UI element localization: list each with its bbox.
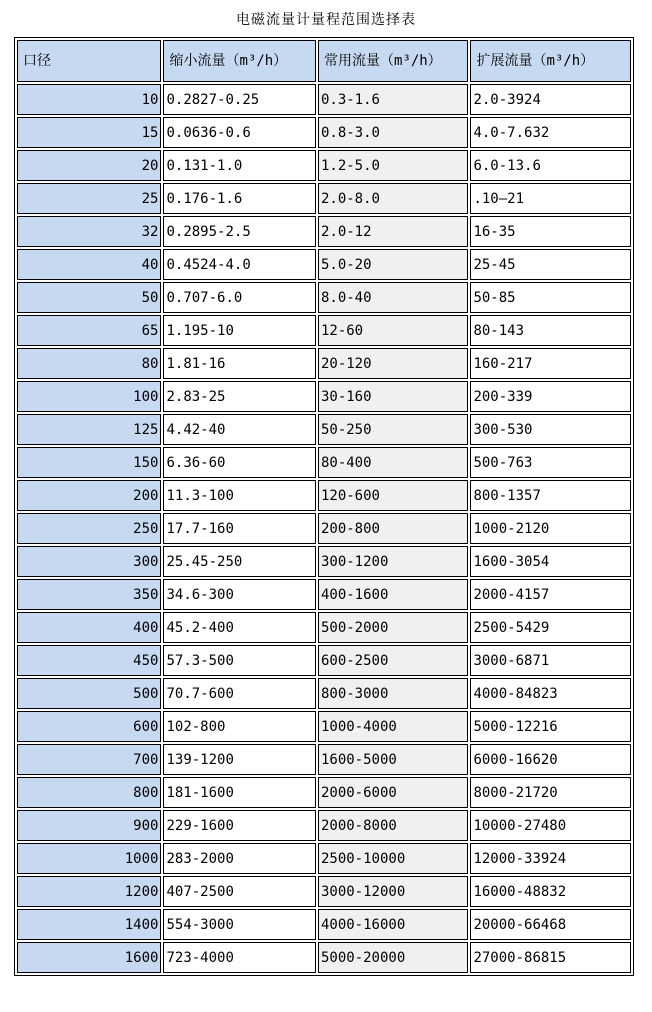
cell-extended-flow: 50-85 [470, 282, 631, 313]
cell-reduced-flow: 0.0636-0.6 [163, 117, 316, 148]
cell-extended-flow: 12000-33924 [470, 843, 631, 874]
cell-diameter: 25 [17, 183, 161, 214]
cell-common-flow: 80-400 [318, 447, 468, 478]
table-row [17, 678, 631, 709]
cell-reduced-flow: 723-4000 [163, 942, 316, 973]
cell-reduced-flow: 229-1600 [163, 810, 316, 841]
table-row [17, 546, 631, 577]
column-header-extended-flow: 扩展流量（m³/h） [470, 40, 631, 82]
cell-reduced-flow: 11.3-100 [163, 480, 316, 511]
cell-extended-flow: .10—21 [470, 183, 631, 214]
cell-common-flow: 2000-8000 [318, 810, 468, 841]
cell-extended-flow: 200-339 [470, 381, 631, 412]
cell-extended-flow: 8000-21720 [470, 777, 631, 808]
cell-reduced-flow: 0.176-1.6 [163, 183, 316, 214]
cell-common-flow: 3000-12000 [318, 876, 468, 907]
table-row [17, 216, 631, 247]
cell-common-flow: 120-600 [318, 480, 468, 511]
table-row [17, 84, 631, 115]
cell-common-flow: 0.3-1.6 [318, 84, 468, 115]
table-row [17, 480, 631, 511]
cell-diameter: 200 [17, 480, 161, 511]
cell-common-flow: 2.0-8.0 [318, 183, 468, 214]
table-row [17, 348, 631, 379]
cell-reduced-flow: 57.3-500 [163, 645, 316, 676]
table-row [17, 150, 631, 181]
cell-diameter: 1600 [17, 942, 161, 973]
cell-diameter: 500 [17, 678, 161, 709]
cell-extended-flow: 300-530 [470, 414, 631, 445]
cell-common-flow: 0.8-3.0 [318, 117, 468, 148]
cell-reduced-flow: 45.2-400 [163, 612, 316, 643]
table-row [17, 612, 631, 643]
table-row [17, 117, 631, 148]
cell-diameter: 300 [17, 546, 161, 577]
table-header-row [17, 40, 631, 82]
cell-reduced-flow: 25.45-250 [163, 546, 316, 577]
cell-extended-flow: 1600-3054 [470, 546, 631, 577]
cell-extended-flow: 25-45 [470, 249, 631, 280]
table-row [17, 942, 631, 973]
cell-reduced-flow: 0.2827-0.25 [163, 84, 316, 115]
cell-diameter: 1400 [17, 909, 161, 940]
cell-reduced-flow: 407-2500 [163, 876, 316, 907]
table-row [17, 447, 631, 478]
cell-reduced-flow: 0.4524-4.0 [163, 249, 316, 280]
cell-common-flow: 500-2000 [318, 612, 468, 643]
cell-common-flow: 200-800 [318, 513, 468, 544]
cell-common-flow: 8.0-40 [318, 282, 468, 313]
table-row [17, 744, 631, 775]
cell-diameter: 65 [17, 315, 161, 346]
cell-reduced-flow: 70.7-600 [163, 678, 316, 709]
cell-common-flow: 4000-16000 [318, 909, 468, 940]
cell-reduced-flow: 283-2000 [163, 843, 316, 874]
cell-diameter: 700 [17, 744, 161, 775]
cell-extended-flow: 6.0-13.6 [470, 150, 631, 181]
cell-extended-flow: 2000-4157 [470, 579, 631, 610]
cell-diameter: 350 [17, 579, 161, 610]
cell-extended-flow: 160-217 [470, 348, 631, 379]
cell-common-flow: 12-60 [318, 315, 468, 346]
column-header-reduced-flow: 缩小流量（m³/h） [163, 40, 316, 82]
cell-diameter: 32 [17, 216, 161, 247]
cell-extended-flow: 16-35 [470, 216, 631, 247]
cell-extended-flow: 16000-48832 [470, 876, 631, 907]
table-row [17, 183, 631, 214]
cell-reduced-flow: 0.131-1.0 [163, 150, 316, 181]
table-row [17, 315, 631, 346]
cell-extended-flow: 2.0-3924 [470, 84, 631, 115]
cell-diameter: 900 [17, 810, 161, 841]
cell-diameter: 1200 [17, 876, 161, 907]
cell-common-flow: 2.0-12 [318, 216, 468, 247]
cell-common-flow: 20-120 [318, 348, 468, 379]
cell-reduced-flow: 139-1200 [163, 744, 316, 775]
cell-common-flow: 300-1200 [318, 546, 468, 577]
cell-diameter: 125 [17, 414, 161, 445]
cell-reduced-flow: 0.2895-2.5 [163, 216, 316, 247]
cell-reduced-flow: 17.7-160 [163, 513, 316, 544]
table-row [17, 381, 631, 412]
cell-reduced-flow: 1.81-16 [163, 348, 316, 379]
cell-extended-flow: 2500-5429 [470, 612, 631, 643]
table-row [17, 249, 631, 280]
cell-common-flow: 1000-4000 [318, 711, 468, 742]
cell-extended-flow: 6000-16620 [470, 744, 631, 775]
cell-common-flow: 30-160 [318, 381, 468, 412]
cell-extended-flow: 20000-66468 [470, 909, 631, 940]
cell-diameter: 100 [17, 381, 161, 412]
cell-common-flow: 1600-5000 [318, 744, 468, 775]
cell-extended-flow: 800-1357 [470, 480, 631, 511]
cell-diameter: 80 [17, 348, 161, 379]
cell-common-flow: 2500-10000 [318, 843, 468, 874]
cell-extended-flow: 3000-6871 [470, 645, 631, 676]
table-row [17, 513, 631, 544]
cell-reduced-flow: 102-800 [163, 711, 316, 742]
cell-extended-flow: 4000-84823 [470, 678, 631, 709]
flow-range-table [14, 37, 634, 976]
cell-extended-flow: 80-143 [470, 315, 631, 346]
cell-extended-flow: 4.0-7.632 [470, 117, 631, 148]
cell-extended-flow: 5000-12216 [470, 711, 631, 742]
cell-common-flow: 1.2-5.0 [318, 150, 468, 181]
cell-diameter: 250 [17, 513, 161, 544]
page-title: 电磁流量计量程范围选择表 [236, 12, 416, 28]
cell-reduced-flow: 554-3000 [163, 909, 316, 940]
cell-reduced-flow: 6.36-60 [163, 447, 316, 478]
cell-diameter: 40 [17, 249, 161, 280]
cell-reduced-flow: 1.195-10 [163, 315, 316, 346]
table-row [17, 414, 631, 445]
cell-common-flow: 400-1600 [318, 579, 468, 610]
cell-diameter: 10 [17, 84, 161, 115]
cell-common-flow: 2000-6000 [318, 777, 468, 808]
cell-reduced-flow: 34.6-300 [163, 579, 316, 610]
table-row [17, 579, 631, 610]
table-row [17, 909, 631, 940]
cell-extended-flow: 10000-27480 [470, 810, 631, 841]
cell-diameter: 50 [17, 282, 161, 313]
cell-common-flow: 5000-20000 [318, 942, 468, 973]
cell-diameter: 1000 [17, 843, 161, 874]
cell-diameter: 450 [17, 645, 161, 676]
cell-reduced-flow: 0.707-6.0 [163, 282, 316, 313]
table-row [17, 282, 631, 313]
column-header-common-flow: 常用流量（m³/h） [318, 40, 468, 82]
table-row [17, 711, 631, 742]
cell-common-flow: 5.0-20 [318, 249, 468, 280]
cell-diameter: 20 [17, 150, 161, 181]
cell-reduced-flow: 181-1600 [163, 777, 316, 808]
cell-common-flow: 50-250 [318, 414, 468, 445]
cell-common-flow: 800-3000 [318, 678, 468, 709]
cell-reduced-flow: 2.83-25 [163, 381, 316, 412]
cell-extended-flow: 1000-2120 [470, 513, 631, 544]
cell-diameter: 800 [17, 777, 161, 808]
table-row [17, 645, 631, 676]
cell-extended-flow: 500-763 [470, 447, 631, 478]
table-row [17, 810, 631, 841]
cell-common-flow: 600-2500 [318, 645, 468, 676]
column-header-diameter: 口径 [17, 40, 161, 82]
table-row [17, 876, 631, 907]
cell-diameter: 600 [17, 711, 161, 742]
table-row [17, 843, 631, 874]
table-row [17, 777, 631, 808]
cell-extended-flow: 27000-86815 [470, 942, 631, 973]
cell-reduced-flow: 4.42-40 [163, 414, 316, 445]
cell-diameter: 15 [17, 117, 161, 148]
table-body [17, 84, 631, 973]
cell-diameter: 400 [17, 612, 161, 643]
cell-diameter: 150 [17, 447, 161, 478]
